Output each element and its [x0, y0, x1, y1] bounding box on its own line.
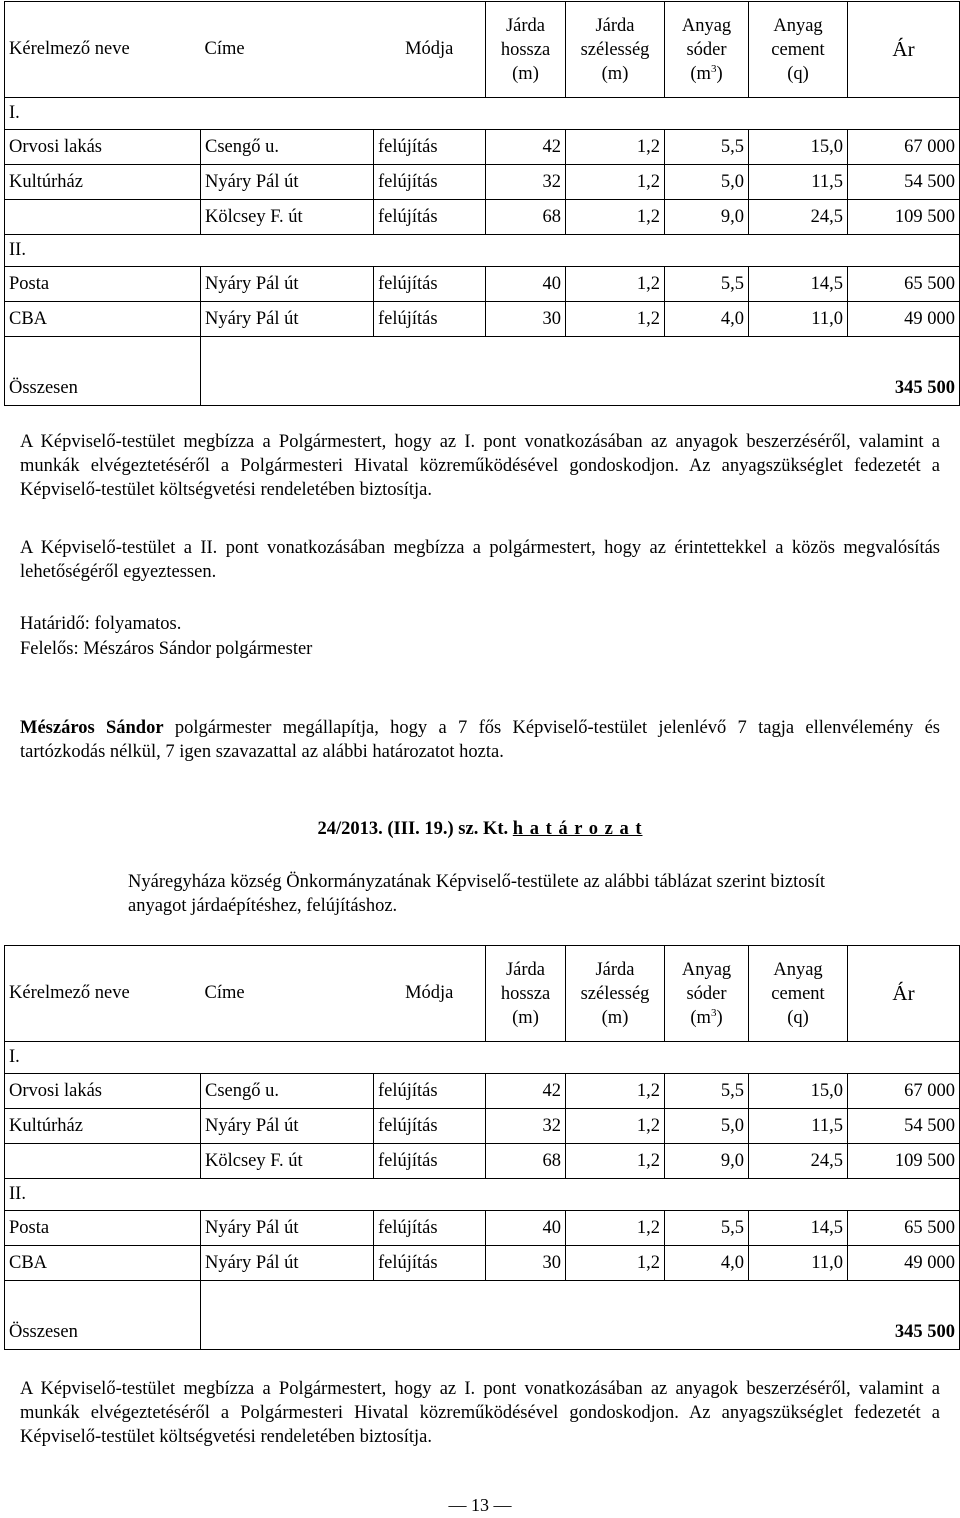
cell-width: 1,2 [566, 200, 665, 235]
paragraph-assignment-repeat: A Képviselő-testület megbízza a Polgármestert, hogy az I. pont vonatkozásában az anyagok beszerzéséről, valamint a munkák elvégeztetéséről a Polgármesteri Hivatal közreműködésével gondoskodjon. Az anyagszükséglet fedezetét a Képviselő-testület költségvetési rendeletében biztosítja. [20, 1379, 940, 1447]
header-gravel: Anyag sóder $(m^3)$ [665, 946, 749, 1042]
cell-gravel: 5,0 [665, 165, 749, 200]
cell-gravel: 5,0 [665, 1109, 749, 1144]
section-label: II. [5, 1179, 960, 1211]
table-row [5, 165, 960, 200]
cell-applicant: Posta [5, 267, 201, 302]
cell-cement: 24,5 [749, 1144, 848, 1179]
cell-length: 30 [486, 302, 566, 337]
cell-applicant: Orvosi lakás [5, 130, 201, 165]
deadline-text: Határidő: folyamatos. [20, 614, 182, 634]
cell-price: 109 500 [848, 1144, 960, 1179]
spacer-cell [5, 1281, 201, 1316]
table-row [5, 267, 960, 302]
header-cement: Anyag cement (q) [749, 946, 848, 1042]
section-label: II. [5, 235, 960, 267]
table-header-row [5, 946, 960, 1042]
table-row [5, 302, 960, 337]
table-row [5, 1109, 960, 1144]
resolution-body: Nyáregyháza község Önkormányzatának Képviselő-testülete az alábbi táblázat szerint biztosít anyagot járdaépítéshez, felújításhoz. [128, 872, 825, 916]
cell-applicant: Orvosi lakás [5, 1074, 201, 1109]
cell-price: 67 000 [848, 1074, 960, 1109]
table-row [5, 1144, 960, 1179]
spacer-cell [201, 1281, 960, 1316]
section-row [5, 98, 960, 130]
cell-cement: 11,0 [749, 1246, 848, 1281]
cell-cement: 11,5 [749, 165, 848, 200]
cell-width: 1,2 [566, 302, 665, 337]
cell-method: felújítás [374, 1246, 486, 1281]
materials-table-2 [4, 945, 960, 1350]
header-length: Járda hossza (m) [486, 2, 566, 98]
cell-method: felújítás [374, 302, 486, 337]
cell-method: felújítás [374, 1074, 486, 1109]
table-row [5, 1074, 960, 1109]
table-header-row [5, 2, 960, 98]
resolution-number: 24/2013. (III. 19.) sz. Kt. [317, 819, 509, 839]
cell-cement: 15,0 [749, 130, 848, 165]
cell-gravel: 9,0 [665, 200, 749, 235]
total-row [5, 1316, 960, 1350]
cell-length: 42 [486, 1074, 566, 1109]
cell-length: 40 [486, 267, 566, 302]
cell-cement: 14,5 [749, 1211, 848, 1246]
paragraph-vote [20, 716, 940, 764]
cell-width: 1,2 [566, 267, 665, 302]
cell-address: Kölcsey F. út [201, 1144, 374, 1179]
cell-cement: 11,0 [749, 302, 848, 337]
cell-price: 54 500 [848, 165, 960, 200]
total-value: 345 500 [201, 372, 960, 406]
header-address: Címe [201, 2, 374, 98]
resolution-word: h a t á r o z a t [512, 819, 643, 839]
materials-table-1 [4, 1, 960, 406]
cell-gravel: 5,5 [665, 1211, 749, 1246]
cell-width: 1,2 [566, 165, 665, 200]
cell-method: felújítás [374, 1144, 486, 1179]
resolution-heading [0, 819, 960, 840]
section-label: I. [5, 1042, 960, 1074]
cell-address: Nyáry Pál út [201, 267, 374, 302]
header-applicant: Kérelmező neve [5, 946, 201, 1042]
cell-applicant [5, 200, 201, 235]
cell-applicant [5, 1144, 201, 1179]
total-label: Összesen [5, 372, 201, 406]
cell-method: felújítás [374, 1211, 486, 1246]
header-width: Járda szélesség (m) [566, 946, 665, 1042]
header-price: Ár [848, 946, 960, 1042]
cell-price: 54 500 [848, 1109, 960, 1144]
spacer-row [5, 337, 960, 372]
cell-price: 49 000 [848, 302, 960, 337]
cell-length: 30 [486, 1246, 566, 1281]
cell-price: 65 500 [848, 1211, 960, 1246]
table-row [5, 1246, 960, 1281]
section-row [5, 1179, 960, 1211]
cell-gravel: 9,0 [665, 1144, 749, 1179]
section-row [5, 235, 960, 267]
spacer-cell [201, 337, 960, 372]
cell-length: 32 [486, 165, 566, 200]
cell-applicant: CBA [5, 302, 201, 337]
total-label: Összesen [5, 1316, 201, 1350]
cell-width: 1,2 [566, 130, 665, 165]
spacer-cell [5, 337, 201, 372]
page-number: — 13 — [448, 1495, 512, 1515]
cell-price: 109 500 [848, 200, 960, 235]
section-label: I. [5, 98, 960, 130]
cell-address: Nyáry Pál út [201, 1246, 374, 1281]
cell-width: 1,2 [566, 1074, 665, 1109]
cell-address: Nyáry Pál út [201, 1211, 374, 1246]
paragraph-assignment: A Képviselő-testület megbízza a Polgármestert, hogy az I. pont vonatkozásában az anyagok beszerzéséről, valamint a munkák elvégeztetéséről a Polgármesteri Hivatal közreműködésével gondoskodjon. Az anyagszükséglet fedezetét a Képviselő-testület költségvetési rendeletében biztosítja. [20, 432, 940, 500]
cell-cement: 14,5 [749, 267, 848, 302]
spacer-row [5, 1281, 960, 1316]
header-width: Járda szélesség (m) [566, 2, 665, 98]
cell-address: Nyáry Pál út [201, 302, 374, 337]
total-value: 345 500 [201, 1316, 960, 1350]
header-address: Címe [201, 946, 374, 1042]
cell-method: felújítás [374, 165, 486, 200]
cell-length: 68 [486, 1144, 566, 1179]
cell-length: 42 [486, 130, 566, 165]
cell-gravel: 4,0 [665, 302, 749, 337]
cell-address: Csengő u. [201, 1074, 374, 1109]
cell-length: 68 [486, 200, 566, 235]
cell-width: 1,2 [566, 1211, 665, 1246]
cell-address: Nyáry Pál út [201, 165, 374, 200]
header-applicant: Kérelmező neve [5, 2, 201, 98]
cell-applicant: CBA [5, 1246, 201, 1281]
cell-width: 1,2 [566, 1144, 665, 1179]
responsible-text: Felelős: Mészáros Sándor polgármester [20, 639, 313, 659]
cell-gravel: 5,5 [665, 130, 749, 165]
section-row [5, 1042, 960, 1074]
cell-length: 40 [486, 1211, 566, 1246]
cell-method: felújítás [374, 200, 486, 235]
cell-address: Csengő u. [201, 130, 374, 165]
cell-width: 1,2 [566, 1246, 665, 1281]
header-method: Módja [374, 946, 486, 1042]
cell-applicant: Kultúrház [5, 165, 201, 200]
paragraph-coordination: A Képviselő-testület a II. pont vonatkozásában megbízza a polgármestert, hogy az érintettekkel a közös megvalósítás lehetőségéről egyeztessen. [20, 538, 940, 582]
cell-width: 1,2 [566, 1109, 665, 1144]
cell-method: felújítás [374, 267, 486, 302]
cell-price: 65 500 [848, 267, 960, 302]
cell-method: felújítás [374, 1109, 486, 1144]
cell-price: 67 000 [848, 130, 960, 165]
cell-applicant: Posta [5, 1211, 201, 1246]
cell-gravel: 5,5 [665, 267, 749, 302]
vote-text: polgármester megállapítja, hogy a 7 fős Képviselő-testület jelenlévő 7 tagja ellenvélemény és tartózkodás nélkül, 7 igen szavazattal az alábbi határozatot hozta. [20, 718, 940, 762]
cell-gravel: 4,0 [665, 1246, 749, 1281]
header-price: Ár [848, 2, 960, 98]
table-row [5, 130, 960, 165]
header-method: Módja [374, 2, 486, 98]
cell-price: 49 000 [848, 1246, 960, 1281]
cell-cement: 11,5 [749, 1109, 848, 1144]
cell-cement: 24,5 [749, 200, 848, 235]
cell-address: Nyáry Pál út [201, 1109, 374, 1144]
total-row [5, 372, 960, 406]
table-row [5, 1211, 960, 1246]
header-cement: Anyag cement (q) [749, 2, 848, 98]
cell-cement: 15,0 [749, 1074, 848, 1109]
mayor-name: Mészáros Sándor [20, 718, 164, 738]
cell-applicant: Kultúrház [5, 1109, 201, 1144]
header-length: Járda hossza (m) [486, 946, 566, 1042]
cell-address: Kölcsey F. út [201, 200, 374, 235]
cell-length: 32 [486, 1109, 566, 1144]
cell-method: felújítás [374, 130, 486, 165]
table-row [5, 200, 960, 235]
cell-gravel: 5,5 [665, 1074, 749, 1109]
header-gravel: Anyag sóder $(m^3)$ [665, 2, 749, 98]
